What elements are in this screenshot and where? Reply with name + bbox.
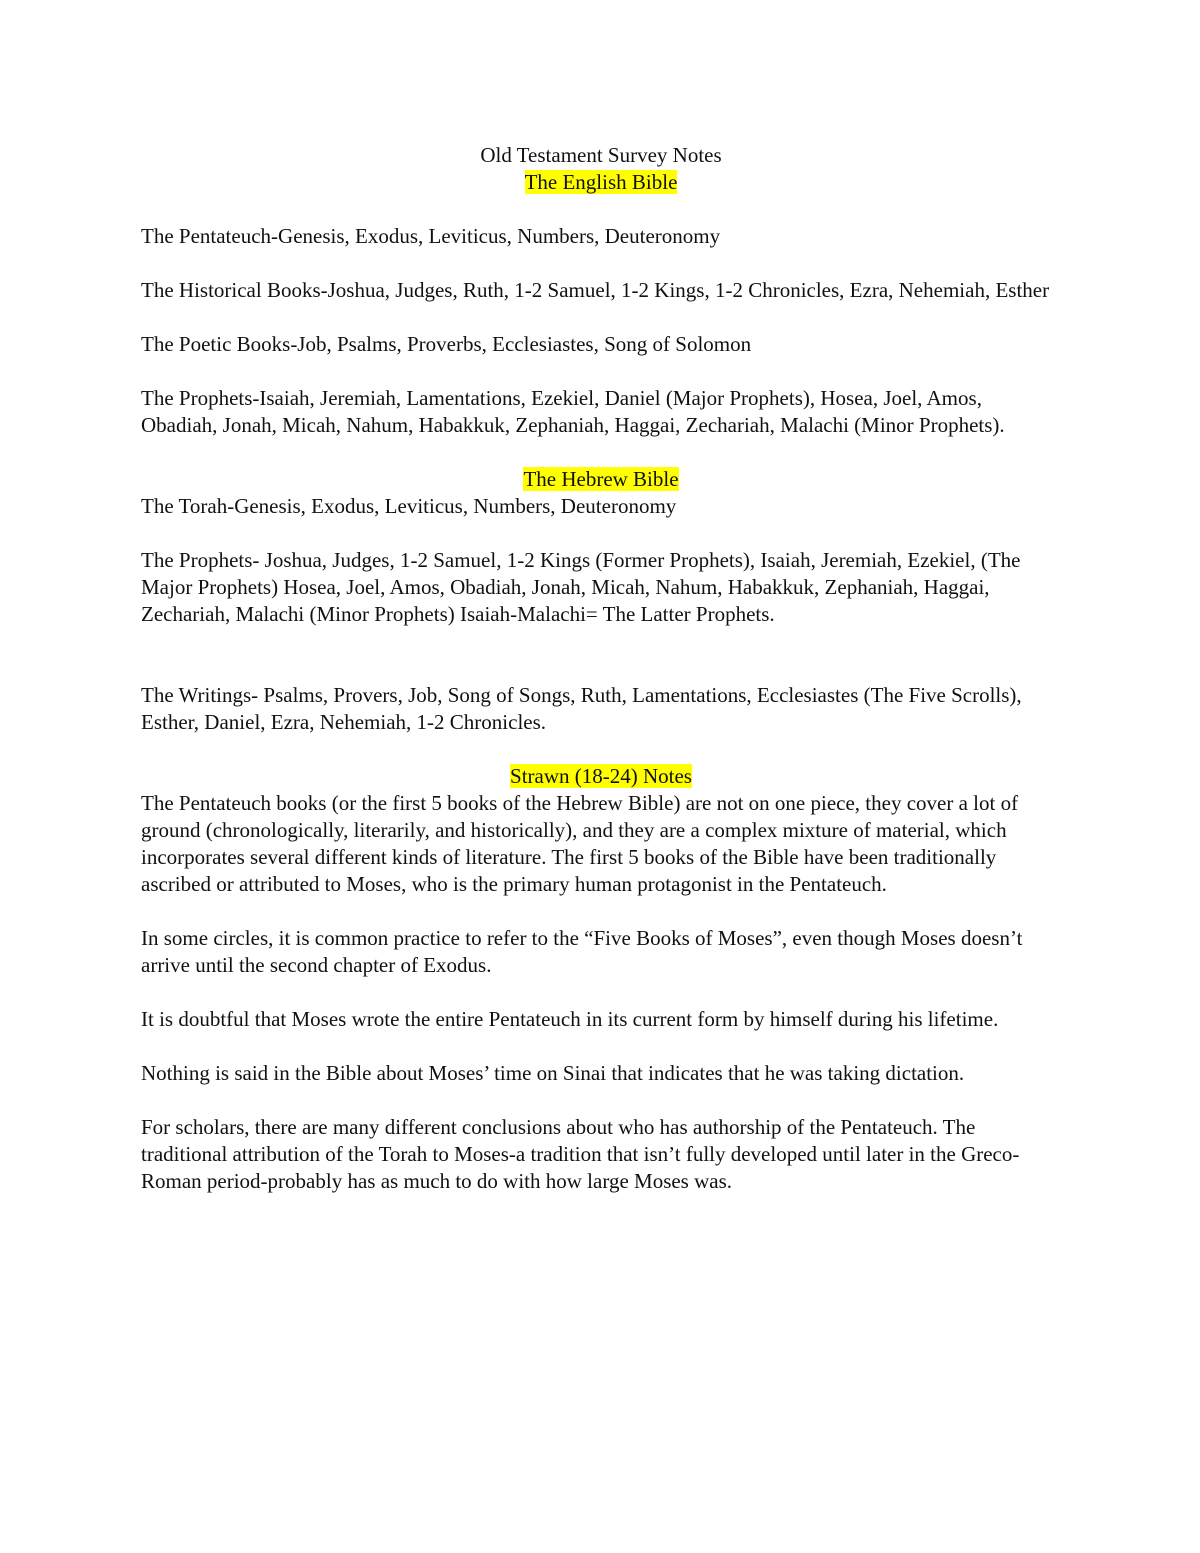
strawn-paragraph-5: For scholars, there are many different conclusions about who has authorship of the Pentateuch. The traditional attribution of the Torah to Moses-a tradition that isn’t fully developed until later in the Greco-Roman period-probably has as much to do with how large Moses was. bbox=[141, 1115, 1020, 1193]
hebrew-bible-heading: The Hebrew Bible bbox=[523, 467, 679, 491]
hebrew-bible-heading-line bbox=[141, 466, 1061, 493]
strawn-notes-heading: Strawn (18-24) Notes bbox=[510, 764, 692, 788]
english-poetic-paragraph: The Poetic Books-Job, Psalms, Proverbs, Ecclesiastes, Song of Solomon bbox=[141, 332, 752, 356]
english-bible-heading-line bbox=[141, 169, 1061, 196]
strawn-paragraph-4: Nothing is said in the Bible about Moses’ time on Sinai that indicates that he was taking dictation. bbox=[141, 1061, 965, 1085]
strawn-paragraph-3: It is doubtful that Moses wrote the entire Pentateuch in its current form by himself during his lifetime. bbox=[141, 1007, 999, 1031]
document-body bbox=[141, 142, 1061, 1195]
hebrew-writings-paragraph: The Writings- Psalms, Provers, Job, Song of Songs, Ruth, Lamentations, Ecclesiastes (The Five Scrolls), Esther, Daniel, Ezra, Nehemiah, 1-2 Chronicles. bbox=[141, 683, 1022, 734]
document-title: Old Testament Survey Notes bbox=[480, 143, 722, 167]
strawn-paragraph-2: In some circles, it is common practice to refer to the “Five Books of Moses”, even though Moses doesn’t arrive until the second chapter of Exodus. bbox=[141, 926, 1023, 977]
english-pentateuch-paragraph: The Pentateuch-Genesis, Exodus, Leviticus, Numbers, Deuteronomy bbox=[141, 224, 721, 248]
hebrew-torah-paragraph: The Torah-Genesis, Exodus, Leviticus, Numbers, Deuteronomy bbox=[141, 494, 677, 518]
strawn-notes-heading-line bbox=[141, 763, 1061, 790]
english-prophets-paragraph: The Prophets-Isaiah, Jeremiah, Lamentations, Ezekiel, Daniel (Major Prophets), Hosea, Joel, Amos, Obadiah, Jonah, Micah, Nahum, Habakkuk, Zephaniah, Haggai, Zechariah, Malachi (Minor Prophets). bbox=[141, 386, 1005, 437]
english-historical-paragraph: The Historical Books-Joshua, Judges, Ruth, 1-2 Samuel, 1-2 Kings, 1-2 Chronicles, Ezra, Nehemiah, Esther bbox=[141, 278, 1050, 302]
hebrew-prophets-paragraph: The Prophets- Joshua, Judges, 1-2 Samuel, 1-2 Kings (Former Prophets), Isaiah, Jeremiah, Ezekiel, (The Major Prophets) Hosea, Joel, Amos, Obadiah, Jonah, Micah, Nahum, Habakkuk, Zephaniah, Haggai, Zechariah, Malachi (Minor Prophets) Isaiah-Malachi= The Latter Prophets. bbox=[141, 548, 1021, 626]
strawn-paragraph-1: The Pentateuch books (or the first 5 books of the Hebrew Bible) are not on one piece, they cover a lot of ground (chronologically, literarily, and historically), and they are a complex mixture of material, which incorporates several different kinds of literature. The first 5 books of the Bible have been traditionally ascribed or attributed to Moses, who is the primary human protagonist in the Pentateuch. bbox=[141, 791, 1019, 896]
english-bible-heading: The English Bible bbox=[524, 170, 678, 194]
